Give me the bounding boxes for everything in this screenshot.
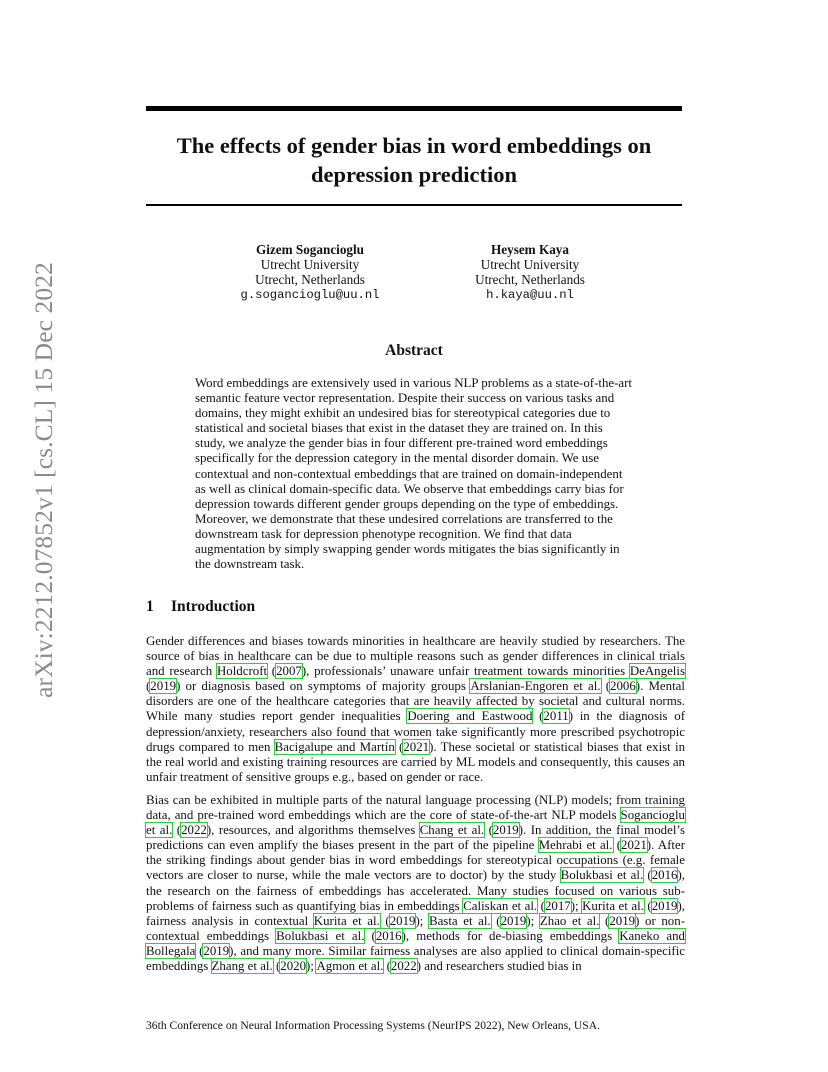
citation-link[interactable]: Chang et al. <box>419 823 485 838</box>
citation-link[interactable]: 2019 <box>651 898 678 913</box>
title-top-rule <box>146 106 682 111</box>
citation-link[interactable]: Bolukbasi et al. <box>560 868 644 883</box>
author-block-2 <box>440 242 620 303</box>
citation-link[interactable]: 2019 <box>500 913 527 928</box>
citation-link[interactable]: Basta et al. <box>428 913 491 928</box>
citation-link[interactable]: 2021 <box>403 739 430 754</box>
citation-link[interactable]: 2019 <box>150 679 177 694</box>
author-name: Heysem Kaya <box>490 242 569 257</box>
citation-link[interactable]: 2006 <box>610 679 636 694</box>
citation-link[interactable]: Caliskan et al. <box>463 898 538 913</box>
citation-link[interactable]: DeAngelis <box>629 664 685 679</box>
citation-link[interactable]: Bolukbasi et al. <box>276 928 365 943</box>
citation-link[interactable]: Kurita et al. <box>582 898 644 913</box>
citation-link[interactable]: 2016 <box>651 868 678 883</box>
citation-link[interactable]: Doering and Eastwood <box>407 709 533 724</box>
citation-link[interactable]: Holdcroft <box>216 664 268 679</box>
citation-link[interactable]: 2019 <box>389 913 416 928</box>
paper-title: The effects of gender bias in word embeddings on depression prediction <box>176 133 652 187</box>
body-paragraph-1: Gender differences and biases towards minorities in healthcare are heavily studied by researchers. The source of bias in healthcare can be due to multiple reasons such as gender differences in clinical trials and research Holdcroft (2007), professionals’ unaware unfair treatment towards minorities DeAngelis (2019) or diagnosis based on symptoms of majority groups Arslanian-Engoren et al. (2006). Mental disorders are one of the healthcare categories that are heavily affected by societal and cultural norms. While many studies report gender inequalities Doering and Eastwood (2011) in the diagnosis of depression/anxiety, researchers also found that women take significantly more prescribed psychotropic drugs compared to men Bacigalupe and Martín (2021). These societal or statistical biases that exist in the real world and existing training resources are carried by ML models and consequently, this causes an unfair treatment of sensitive groups e.g., based on gender or race. <box>146 634 686 784</box>
citation-link[interactable]: 2022 <box>390 959 417 974</box>
abstract-text: Word embeddings are extensively used in various NLP problems as a state-of-the-art semantic feature vector representation. Despite their success on various tasks and domains, they might exhibit an undesired bias for stereotypical categories due to statistical and societal biases that exist in the dataset they are trained on. In this study, we analyze the gender bias in four different pre-trained word embeddings specifically for the depression category in the mental disorder domain. We use contextual and non-contextual embeddings that are trained on domain-independent as well as clinical domain-specific data. We observe that embeddings carry bias for depression towards different gender groups depending on the type of embeddings. Moreover, we demonstrate that these undesired correlations are transferred to the downstream task for depression phenotype recognition. We find that data augmentation by simply swapping gender words mitigates the bias significantly in the downstream task. <box>195 376 632 572</box>
citation-link[interactable]: Agmon et al. <box>316 959 384 974</box>
citation-link[interactable]: Mehrabi et al. <box>538 838 613 853</box>
section-number: 1 <box>146 598 154 615</box>
title-bottom-rule <box>146 204 682 206</box>
author-email: h.kaya@uu.nl <box>486 287 574 302</box>
author-block-1 <box>220 242 400 303</box>
author-location: Utrecht, Netherlands <box>255 272 365 288</box>
citation-link[interactable]: Zhang et al. <box>211 959 273 974</box>
body-paragraph-2: Bias can be exhibited in multiple parts of the natural language processing (NLP) models; from training data, and pre-trained word embeddings which are the core of state-of-the-art NLP models Sogancioglu et al. (2022), resources, and algorithms themselves Chang et al. (2019). In addition, the final model’s predictions can even amplify the biases present in the part of the pipeline Mehrabi et al. (2021). After the striking findings about gender bias in word embeddings for stereotypical occupations (e.g. female vectors are closer to nurse, while the male vectors are to doctor) by the study Bolukbasi et al. (2016), the research on the fairness of embeddings has accelerated. Many studies focused on various sub-problems of fairness such as quantifying bias in embeddings Caliskan et al. (2017); Kurita et al. (2019), fairness analysis in contextual Kurita et al. (2019); Basta et al. (2019); Zhao et al. (2019) or non-contextual embeddings Bolukbasi et al. (2016), methods for de-biasing embeddings Kaneko and Bollegala (2019), and many more. Similar fairness analyses are also applied to clinical domain-specific embeddings Zhang et al. (2020); Agmon et al. (2022) and researchers studied bias in <box>146 793 685 974</box>
author-name: Gizem Sogancioglu <box>255 242 365 257</box>
citation-link[interactable]: 2022 <box>181 823 207 838</box>
citation-link[interactable]: Kaneko and Bollegala <box>146 928 685 958</box>
citation-link[interactable]: Bacigalupe and Martín <box>274 739 395 754</box>
arxiv-identifier-text: arXiv:2212.07852v1 [cs.CL] 15 Dec 2022 <box>29 262 58 698</box>
citation-link[interactable]: Arslanian-Engoren et al. <box>470 679 601 694</box>
arxiv-identifier-sidebar <box>2 262 86 698</box>
citation-link[interactable]: 2017 <box>544 898 571 913</box>
citation-link[interactable]: 2019 <box>203 943 230 958</box>
author-affiliation: Utrecht University <box>260 257 360 273</box>
section-heading <box>146 598 255 616</box>
citation-link[interactable]: 2019 <box>609 913 636 928</box>
citation-link[interactable]: 2019 <box>492 823 519 838</box>
citation-link[interactable]: 2016 <box>375 928 402 943</box>
abstract-heading: Abstract <box>385 342 443 359</box>
citation-link[interactable]: 2021 <box>621 838 647 853</box>
author-email: g.sogancioglu@uu.nl <box>240 287 380 302</box>
section-title: Introduction <box>171 598 256 615</box>
citation-link[interactable]: Zhao et al. <box>539 913 600 928</box>
conference-footer: 36th Conference on Neural Information Processing Systems (NeurIPS 2022), New Orleans, USA. <box>146 1019 601 1032</box>
citation-link[interactable]: 2020 <box>280 959 307 974</box>
author-affiliation: Utrecht University <box>480 257 580 273</box>
citation-link[interactable]: Kurita et al. <box>313 913 380 928</box>
citation-link[interactable]: 2011 <box>543 709 569 724</box>
citation-link[interactable]: Sogancioglu et al. <box>146 808 685 838</box>
author-location: Utrecht, Netherlands <box>475 272 585 288</box>
citation-link[interactable]: 2007 <box>276 664 302 679</box>
